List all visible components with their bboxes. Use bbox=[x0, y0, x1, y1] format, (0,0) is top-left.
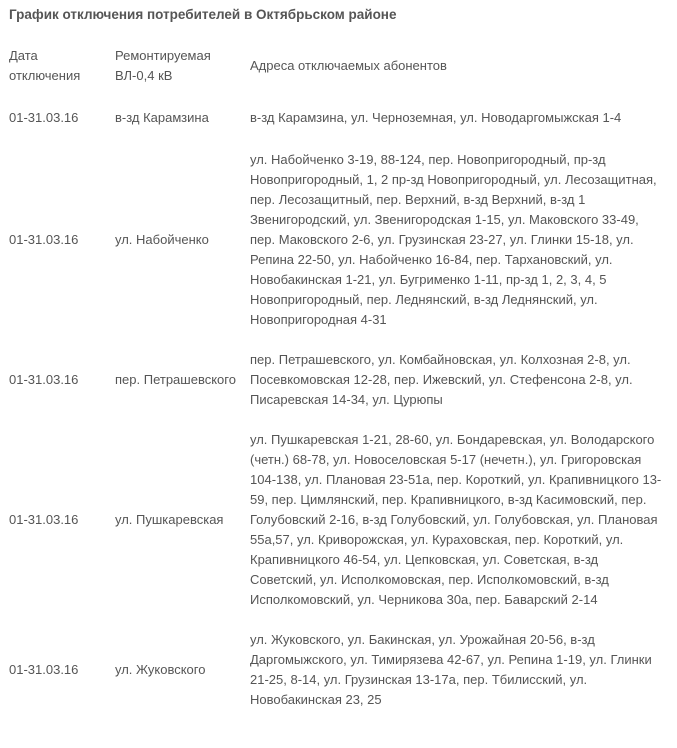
row-addresses: пер. Петрашевского, ул. Комбайновская, ул. Колхозная 2-8, ул. Посевкомовская 12-28, пер. Ижевский, ул. Стефенсона 2-8, ул. Писаревская 14-34, ул. Цурюпы bbox=[250, 352, 633, 407]
table-row bbox=[0, 140, 677, 340]
row-date: 01-31.03.16 bbox=[9, 662, 79, 677]
row-line: ул. Жуковского bbox=[115, 662, 206, 677]
header-addresses: Адреса отключаемых абонентов bbox=[250, 58, 447, 73]
table-header-row bbox=[0, 36, 677, 96]
table-row bbox=[0, 420, 677, 620]
row-date: 01-31.03.16 bbox=[9, 512, 79, 527]
page-title: График отключения потребителей в Октябрьском районе bbox=[9, 7, 397, 22]
row-line: в-зд Карамзина bbox=[115, 110, 209, 125]
table-row bbox=[0, 340, 677, 420]
header-line: Ремонтируемая ВЛ-0,4 кВ bbox=[115, 48, 211, 83]
outage-schedule-table bbox=[0, 36, 677, 720]
row-line: ул. Набойченко bbox=[115, 232, 209, 247]
row-addresses: ул. Пушкаревская 1-21, 28-60, ул. Бондаревская, ул. Володарского (четн.) 68-78, ул. Новоселовская 5-17 (нечетн.), ул. Григоровская 104-138, ул. Плановая 23-51а, пер. Короткий, ул. Крапивницкого 13-59, пер. Цимлянский, пер. Крапивницкого, в-зд Касимовский, пер. Голубовский 2-16, в-зд Голубовский, ул. Голубовская, ул. Плановая 55а,57, ул. Криворожская, ул. Кураховская, пер. Короткий, ул. Крапивницкого 46-54, ул. Цепковская, ул. Советская, в-зд Советский, ул. Исполкомовская, пер. Исполкомовский, в-зд Исполкомовский, ул. Черникова 30а, пер. Баварский 2-14 bbox=[250, 432, 662, 607]
row-addresses: ул. Набойченко 3-19, 88-124, пер. Новопригородный, пр-зд Новопригородный, 1, 2 пр-зд Новопригородный, ул. Лесозащитная, пер. Лесозащитный, пер. Верхний, в-зд Верхний, в-зд 1 Звенигородский, ул. Звенигородская 1-15, ул. Маковского 33-49, пер. Маковского 2-6, ул. Грузинская 23-27, ул. Глинки 15-18, ул. Репина 22-50, ул. Набойченко 16-84, пер. Тархановский, ул. Новобакинская 1-21, ул. Бугрименко 1-11, пр-зд 1, 2, 3, 4, 5 Новопригородный, пер. Леднянский, в-зд Леднянский, ул. Новопригородная 4-31 bbox=[250, 152, 657, 327]
row-line: пер. Петрашевского bbox=[115, 372, 236, 387]
row-date: 01-31.03.16 bbox=[9, 232, 79, 247]
table-row bbox=[0, 620, 677, 720]
row-addresses: в-зд Карамзина, ул. Черноземная, ул. Новодаргомыжская 1-4 bbox=[250, 110, 622, 125]
row-addresses: ул. Жуковского, ул. Бакинская, ул. Урожайная 20-56, в-зд Даргомыжского, ул. Тимирязева 42-67, ул. Репина 1-19, ул. Глинки 21-25, 8-14, ул. Грузинская 13-17а, пер. Тбилисский, ул. Новобакинская 23, 25 bbox=[250, 632, 652, 707]
row-date: 01-31.03.16 bbox=[9, 110, 79, 125]
table-row bbox=[0, 96, 677, 140]
row-line: ул. Пушкаревская bbox=[115, 512, 224, 527]
header-date: Дата отключения bbox=[9, 48, 81, 83]
row-date: 01-31.03.16 bbox=[9, 372, 79, 387]
